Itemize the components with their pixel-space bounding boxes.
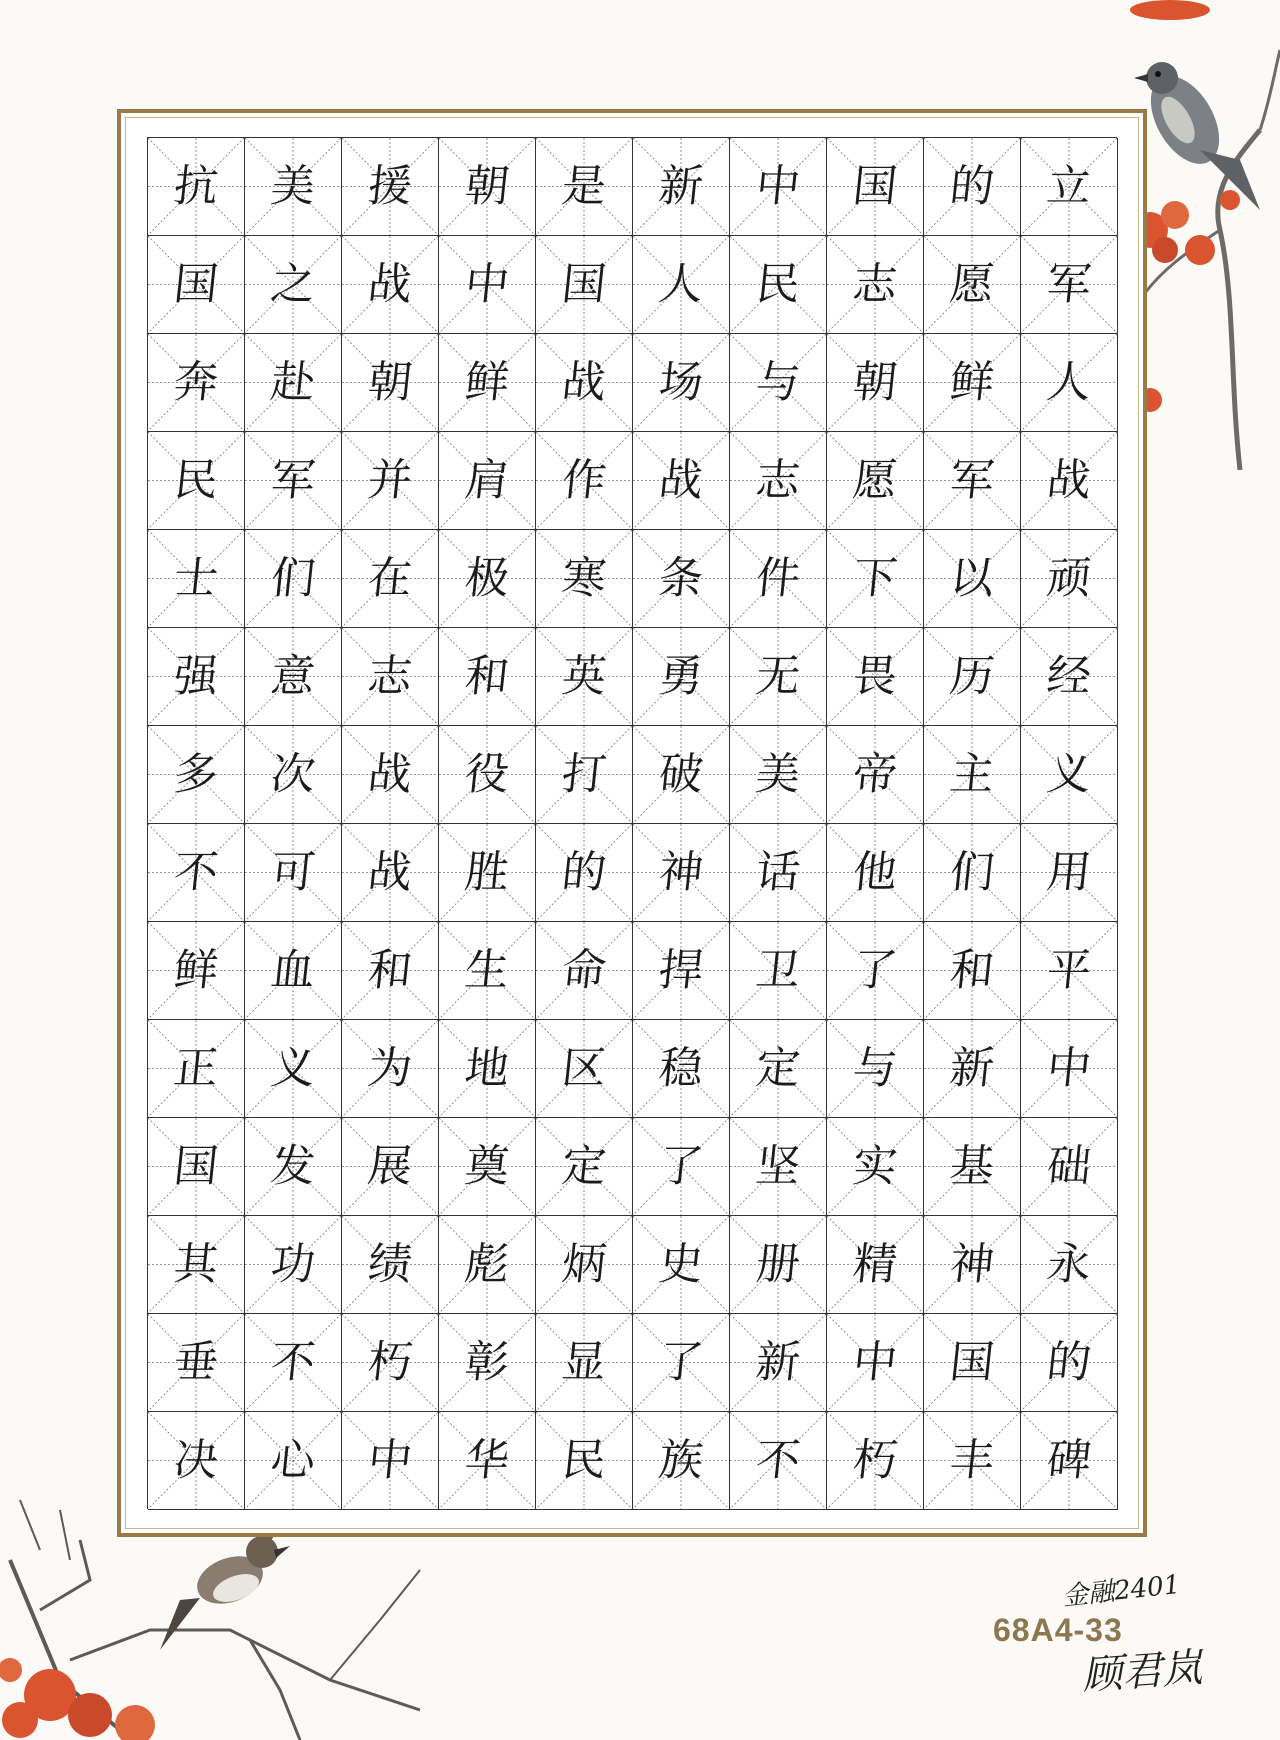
handwritten-character: 胜	[462, 846, 512, 898]
handwritten-character: 战	[365, 258, 415, 310]
handwritten-character: 功	[268, 1238, 318, 1290]
handwritten-character: 战	[559, 356, 609, 408]
handwritten-character: 和	[947, 944, 997, 996]
handwritten-character: 多	[171, 748, 221, 800]
handwritten-character: 绩	[365, 1238, 415, 1290]
grid-cell	[827, 1020, 924, 1118]
handwritten-character: 主	[947, 748, 997, 800]
grid-cell	[924, 1118, 1021, 1216]
grid-cell	[924, 628, 1021, 726]
grid-cell	[245, 1314, 342, 1412]
handwritten-character: 丰	[947, 1434, 997, 1486]
handwritten-character: 美	[753, 748, 803, 800]
handwritten-character: 国	[171, 258, 221, 310]
handwritten-character: 美	[268, 160, 318, 212]
handwritten-character: 役	[462, 748, 512, 800]
handwritten-character: 新	[947, 1042, 997, 1094]
grid-cell	[827, 334, 924, 432]
handwritten-character: 精	[850, 1238, 900, 1290]
handwritten-character: 战	[365, 748, 415, 800]
grid-cell	[827, 628, 924, 726]
grid-cell	[924, 1314, 1021, 1412]
grid-cell	[245, 530, 342, 628]
grid-cell	[148, 1118, 245, 1216]
handwritten-character: 鲜	[462, 356, 512, 408]
handwritten-character: 破	[656, 748, 706, 800]
grid-cell	[342, 334, 439, 432]
grid-cell	[536, 138, 633, 236]
handwritten-character: 彪	[462, 1238, 512, 1290]
grid-cell	[633, 236, 730, 334]
handwritten-character: 的	[559, 846, 609, 898]
handwritten-character: 军	[268, 454, 318, 506]
handwritten-character: 军	[1044, 258, 1094, 310]
character-grid	[147, 137, 1117, 1509]
grid-cell	[1021, 1314, 1118, 1412]
handwritten-character: 的	[1044, 1336, 1094, 1388]
grid-cell	[245, 922, 342, 1020]
grid-cell	[1021, 824, 1118, 922]
grid-cell	[342, 1216, 439, 1314]
handwritten-character: 血	[268, 944, 318, 996]
handwritten-character: 稳	[656, 1042, 706, 1094]
grid-cell	[245, 334, 342, 432]
grid-cell	[148, 628, 245, 726]
handwritten-character: 中	[753, 160, 803, 212]
grid-cell	[536, 334, 633, 432]
grid-cell	[439, 922, 536, 1020]
handwritten-character: 了	[850, 944, 900, 996]
handwritten-character: 中	[850, 1336, 900, 1388]
grid-cell	[148, 138, 245, 236]
grid-cell	[342, 824, 439, 922]
handwritten-character: 中	[462, 258, 512, 310]
grid-cell	[730, 1020, 827, 1118]
grid-cell	[633, 1314, 730, 1412]
grid-cell	[536, 1020, 633, 1118]
handwritten-character: 战	[656, 454, 706, 506]
handwritten-character: 生	[462, 944, 512, 996]
handwritten-character: 义	[268, 1042, 318, 1094]
grid-cell	[245, 1216, 342, 1314]
grid-cell	[924, 824, 1021, 922]
grid-cell	[633, 1216, 730, 1314]
handwritten-character: 不	[171, 846, 221, 898]
handwritten-character: 次	[268, 748, 318, 800]
handwritten-character: 战	[365, 846, 415, 898]
grid-cell	[1021, 1118, 1118, 1216]
handwritten-character: 经	[1044, 650, 1094, 702]
handwritten-character: 了	[656, 1336, 706, 1388]
grid-cell	[536, 628, 633, 726]
grid-cell	[439, 1216, 536, 1314]
handwritten-character: 话	[753, 846, 803, 898]
handwritten-character: 基	[947, 1140, 997, 1192]
grid-cell	[148, 236, 245, 334]
grid-cell	[924, 334, 1021, 432]
grid-cell	[1021, 726, 1118, 824]
handwritten-character: 定	[559, 1140, 609, 1192]
grid-cell	[245, 432, 342, 530]
handwritten-character: 正	[171, 1042, 221, 1094]
handwritten-character: 和	[365, 944, 415, 996]
handwritten-character: 发	[268, 1140, 318, 1192]
handwritten-character: 作	[559, 454, 609, 506]
grid-cell	[148, 1216, 245, 1314]
handwritten-character: 中	[1044, 1042, 1094, 1094]
handwritten-character: 定	[753, 1042, 803, 1094]
grid-cell	[439, 1412, 536, 1510]
grid-cell	[536, 236, 633, 334]
grid-cell	[633, 726, 730, 824]
grid-cell	[633, 432, 730, 530]
handwritten-character: 可	[268, 846, 318, 898]
handwritten-character: 朝	[850, 356, 900, 408]
grid-cell	[342, 530, 439, 628]
handwritten-character: 顽	[1044, 552, 1094, 604]
grid-cell	[148, 1314, 245, 1412]
handwritten-character: 肩	[462, 454, 512, 506]
handwritten-character: 展	[365, 1140, 415, 1192]
grid-cell	[245, 236, 342, 334]
grid-cell	[536, 432, 633, 530]
grid-cell	[730, 1118, 827, 1216]
handwritten-character: 历	[947, 650, 997, 702]
grid-cell	[730, 236, 827, 334]
handwritten-character: 志	[753, 454, 803, 506]
grid-cell	[439, 334, 536, 432]
grid-cell	[1021, 530, 1118, 628]
grid-cell	[148, 432, 245, 530]
grid-cell	[245, 138, 342, 236]
grid-cell	[633, 922, 730, 1020]
handwritten-character: 人	[1044, 356, 1094, 408]
handwritten-character: 决	[171, 1434, 221, 1486]
handwritten-character: 们	[947, 846, 997, 898]
grid-cell	[342, 432, 439, 530]
grid-cell	[730, 1216, 827, 1314]
handwritten-character: 新	[656, 160, 706, 212]
handwritten-character: 朽	[850, 1434, 900, 1486]
handwritten-character: 强	[171, 650, 221, 702]
handwritten-character: 立	[1044, 160, 1094, 212]
grid-cell	[1021, 236, 1118, 334]
grid-cell	[439, 628, 536, 726]
grid-cell	[439, 236, 536, 334]
grid-cell	[924, 922, 1021, 1020]
handwritten-character: 民	[171, 454, 221, 506]
grid-cell	[439, 1314, 536, 1412]
grid-cell	[536, 922, 633, 1020]
handwritten-character: 军	[947, 454, 997, 506]
handwritten-character: 志	[365, 650, 415, 702]
grid-cell	[439, 432, 536, 530]
handwritten-character: 国	[947, 1336, 997, 1388]
grid-cell	[924, 432, 1021, 530]
signature-name: 顾君岚	[1080, 1644, 1204, 1700]
handwritten-character: 民	[559, 1434, 609, 1486]
handwritten-character: 实	[850, 1140, 900, 1192]
handwritten-character: 碑	[1044, 1434, 1094, 1486]
handwritten-character: 援	[365, 160, 415, 212]
handwritten-character: 以	[947, 552, 997, 604]
grid-cell	[439, 824, 536, 922]
handwritten-character: 的	[947, 160, 997, 212]
handwritten-character: 垂	[171, 1336, 221, 1388]
handwritten-character: 赴	[268, 356, 318, 408]
grid-cell	[633, 1020, 730, 1118]
handwritten-character: 场	[656, 356, 706, 408]
grid-cell	[730, 922, 827, 1020]
grid-cell	[342, 1118, 439, 1216]
handwritten-character: 奔	[171, 356, 221, 408]
grid-cell	[730, 726, 827, 824]
handwritten-character: 寒	[559, 552, 609, 604]
handwritten-character: 用	[1044, 846, 1094, 898]
handwritten-character: 条	[656, 552, 706, 604]
handwritten-character: 愿	[947, 258, 997, 310]
grid-cell	[827, 922, 924, 1020]
grid-cell	[245, 1020, 342, 1118]
handwritten-character: 显	[559, 1336, 609, 1388]
grid-cell	[1021, 432, 1118, 530]
grid-cell	[148, 1412, 245, 1510]
handwritten-character: 志	[850, 258, 900, 310]
grid-cell	[439, 1020, 536, 1118]
handwritten-character: 英	[559, 650, 609, 702]
grid-cell	[924, 1412, 1021, 1510]
grid-cell	[730, 530, 827, 628]
grid-cell	[148, 1020, 245, 1118]
handwritten-character: 意	[268, 650, 318, 702]
handwritten-character: 了	[656, 1140, 706, 1192]
handwritten-character: 国	[850, 160, 900, 212]
handwritten-character: 之	[268, 258, 318, 310]
grid-cell	[827, 726, 924, 824]
grid-cell	[633, 138, 730, 236]
grid-cell	[148, 824, 245, 922]
handwritten-character: 彰	[462, 1336, 512, 1388]
handwritten-character: 民	[753, 258, 803, 310]
handwritten-character: 愿	[850, 454, 900, 506]
handwritten-character: 区	[559, 1042, 609, 1094]
grid-cell	[148, 530, 245, 628]
grid-cell	[342, 726, 439, 824]
grid-cell	[439, 1118, 536, 1216]
grid-cell	[1021, 1020, 1118, 1118]
grid-cell	[439, 726, 536, 824]
handwritten-character: 础	[1044, 1140, 1094, 1192]
signature-class-label: 金融2401	[1061, 1569, 1182, 1613]
handwritten-character: 平	[1044, 944, 1094, 996]
grid-cell	[730, 432, 827, 530]
handwritten-character: 不	[753, 1434, 803, 1486]
handwritten-character: 国	[171, 1140, 221, 1192]
grid-cell	[536, 726, 633, 824]
handwritten-character: 畏	[850, 650, 900, 702]
handwritten-character: 史	[656, 1238, 706, 1290]
handwritten-character: 国	[559, 258, 609, 310]
grid-cell	[827, 432, 924, 530]
grid-cell	[827, 138, 924, 236]
handwritten-character: 坚	[753, 1140, 803, 1192]
grid-cell	[245, 1412, 342, 1510]
grid-cell	[730, 334, 827, 432]
handwritten-character: 为	[365, 1042, 415, 1094]
grid-cell	[827, 1118, 924, 1216]
grid-cell	[924, 530, 1021, 628]
grid-cell	[245, 824, 342, 922]
handwritten-character: 在	[365, 552, 415, 604]
handwritten-character: 极	[462, 552, 512, 604]
grid-cell	[342, 236, 439, 334]
handwritten-character: 神	[656, 846, 706, 898]
grid-cell	[827, 1412, 924, 1510]
handwritten-character: 他	[850, 846, 900, 898]
paper-product-code: 68A4-33	[993, 1612, 1123, 1648]
grid-cell	[1021, 334, 1118, 432]
handwritten-character: 无	[753, 650, 803, 702]
grid-cell	[730, 1412, 827, 1510]
grid-cell	[536, 1412, 633, 1510]
grid-cell	[730, 1314, 827, 1412]
grid-cell	[342, 628, 439, 726]
handwritten-character: 心	[268, 1434, 318, 1486]
handwritten-character: 帝	[850, 748, 900, 800]
grid-cell	[245, 726, 342, 824]
grid-cell	[342, 1020, 439, 1118]
handwritten-character: 其	[171, 1238, 221, 1290]
handwritten-character: 们	[268, 552, 318, 604]
grid-cell	[342, 1314, 439, 1412]
handwritten-character: 华	[462, 1434, 512, 1486]
grid-cell	[148, 334, 245, 432]
handwritten-character: 人	[656, 258, 706, 310]
grid-cell	[536, 1314, 633, 1412]
handwritten-character: 族	[656, 1434, 706, 1486]
grid-cell	[439, 530, 536, 628]
handwritten-character: 地	[462, 1042, 512, 1094]
grid-cell	[633, 1118, 730, 1216]
handwritten-character: 是	[559, 160, 609, 212]
handwritten-character: 并	[365, 454, 415, 506]
grid-cell	[730, 628, 827, 726]
grid-cell	[148, 922, 245, 1020]
grid-cell	[924, 138, 1021, 236]
grid-cell	[633, 824, 730, 922]
handwritten-character: 下	[850, 552, 900, 604]
grid-cell	[1021, 922, 1118, 1020]
grid-cell	[342, 138, 439, 236]
grid-cell	[633, 530, 730, 628]
grid-cell	[924, 1020, 1021, 1118]
grid-cell	[827, 824, 924, 922]
grid-cell	[245, 1118, 342, 1216]
grid-cell	[827, 236, 924, 334]
grid-cell	[439, 138, 536, 236]
handwritten-character: 鲜	[171, 944, 221, 996]
handwritten-character: 册	[753, 1238, 803, 1290]
handwritten-character: 卫	[753, 944, 803, 996]
grid-cell	[730, 138, 827, 236]
handwritten-character: 勇	[656, 650, 706, 702]
handwritten-character: 朝	[365, 356, 415, 408]
grid-cell	[1021, 138, 1118, 236]
grid-cell	[924, 726, 1021, 824]
grid-cell	[924, 1216, 1021, 1314]
grid-cell	[924, 236, 1021, 334]
grid-cell	[148, 726, 245, 824]
handwritten-character: 永	[1044, 1238, 1094, 1290]
handwritten-character: 士	[171, 552, 221, 604]
handwritten-character: 与	[753, 356, 803, 408]
handwritten-character: 件	[753, 552, 803, 604]
grid-cell	[342, 922, 439, 1020]
handwritten-character: 神	[947, 1238, 997, 1290]
handwritten-character: 鲜	[947, 356, 997, 408]
grid-cell	[633, 334, 730, 432]
handwritten-character: 朽	[365, 1336, 415, 1388]
handwritten-character: 朝	[462, 160, 512, 212]
handwritten-character: 抗	[171, 160, 221, 212]
grid-cell	[827, 530, 924, 628]
handwritten-character: 和	[462, 650, 512, 702]
handwritten-character: 中	[365, 1434, 415, 1486]
handwritten-character: 战	[1044, 454, 1094, 506]
grid-cell	[827, 1314, 924, 1412]
grid-cell	[536, 1118, 633, 1216]
grid-cell	[633, 1412, 730, 1510]
grid-cell	[245, 628, 342, 726]
grid-cell	[730, 824, 827, 922]
handwritten-character: 炳	[559, 1238, 609, 1290]
grid-cell	[536, 1216, 633, 1314]
grid-cell	[1021, 1412, 1118, 1510]
handwritten-character: 新	[753, 1336, 803, 1388]
handwritten-character: 义	[1044, 748, 1094, 800]
handwritten-character: 命	[559, 944, 609, 996]
grid-cell	[633, 628, 730, 726]
handwritten-character: 不	[268, 1336, 318, 1388]
grid-cell	[342, 1412, 439, 1510]
grid-cell	[536, 530, 633, 628]
grid-cell	[1021, 628, 1118, 726]
handwritten-character: 打	[559, 748, 609, 800]
grid-cell	[827, 1216, 924, 1314]
grid-cell	[536, 824, 633, 922]
handwritten-character: 捍	[656, 944, 706, 996]
handwritten-character: 与	[850, 1042, 900, 1094]
grid-cell	[1021, 1216, 1118, 1314]
handwritten-character: 奠	[462, 1140, 512, 1192]
